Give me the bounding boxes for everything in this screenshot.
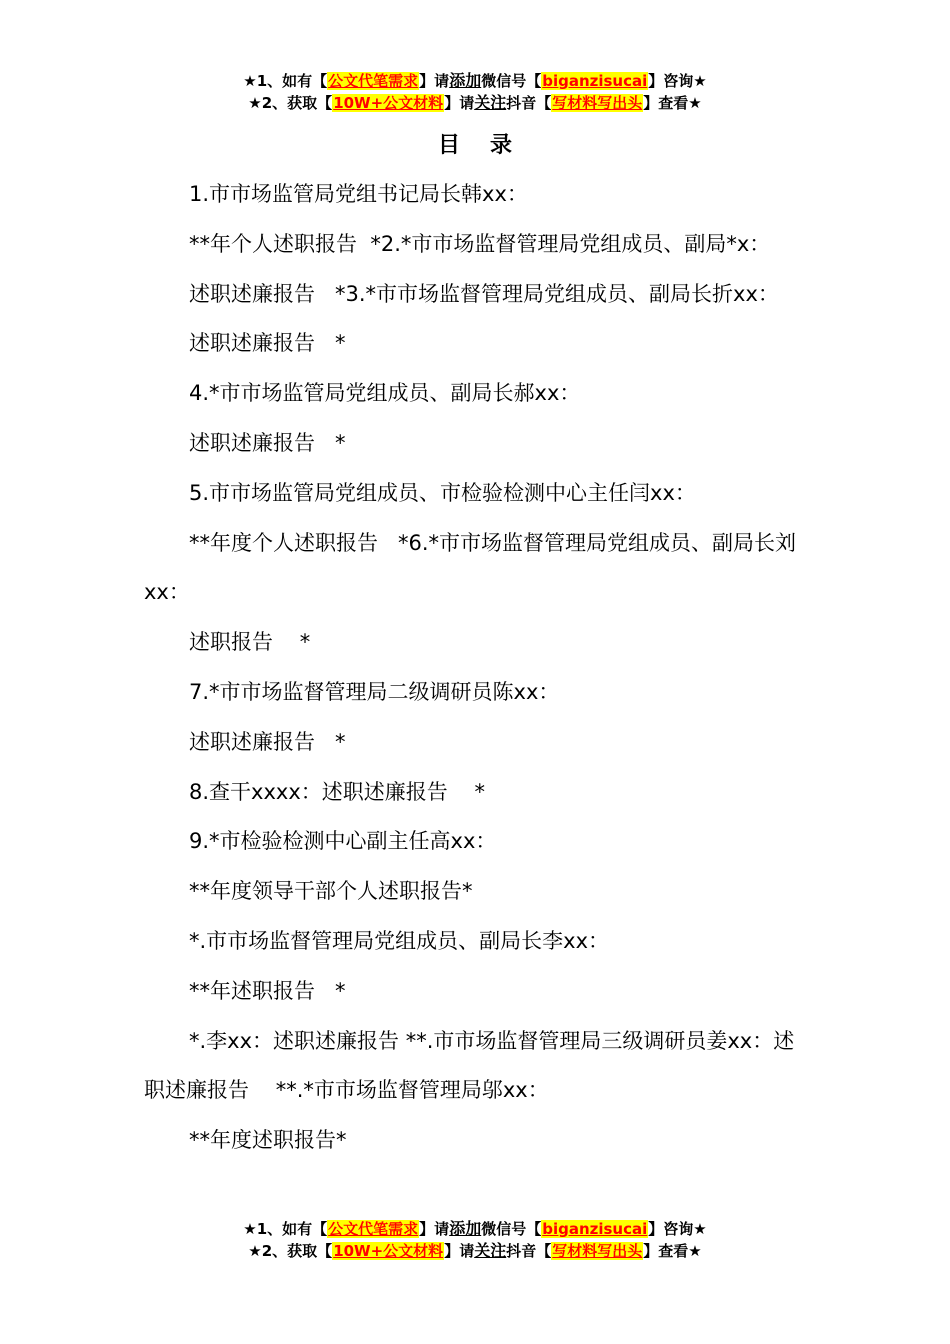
toc-entry: **年度领导干部个人述职报告* [189, 879, 473, 904]
toc-entry: 述职述廉报告 * [189, 729, 346, 754]
banner-line-2 [0, 1240, 950, 1262]
toc-entry: **年述职报告 * [189, 978, 346, 1003]
banner-highlight: 写材料写出头 [552, 1242, 643, 1260]
banner-text: 微信号【 [481, 72, 542, 90]
toc-entry: 7.*市市场监督管理局二级调研员陈xx： [189, 679, 560, 704]
toc-entry: **年度个人述职报告 *6.*市市场监督管理局党组成员、副局长刘xx： [144, 530, 797, 605]
header-banner [0, 70, 950, 114]
banner-line-1 [0, 1218, 950, 1240]
banner-underline: 关注 [474, 1241, 507, 1260]
banner-text: 抖音【 [506, 94, 552, 112]
banner-underline: 添加 [449, 71, 482, 90]
toc-entry: *.李xx：述职述廉报告 **.市市场监督管理局三级调研员姜xx：述职述廉报告 **.*市市场监督管理局邬xx： [144, 1028, 795, 1103]
banner-highlight: 公文代笔需求 [328, 1220, 419, 1238]
toc-entry: 1.市市场监管局党组书记局长韩xx： [189, 182, 528, 206]
banner-highlight: 10W+公文材料 [333, 94, 444, 112]
banner-line-1 [0, 70, 950, 92]
toc-entry: 述职述廉报告 * [189, 331, 346, 356]
banner-highlight: 10W+公文材料 [333, 1242, 444, 1260]
banner-text: 】咨询★ [648, 1220, 707, 1238]
banner-text: 抖音【 [506, 1242, 552, 1260]
banner-underline: 添加 [449, 1219, 482, 1238]
banner-line-2 [0, 92, 950, 114]
banner-text: 】查看★ [643, 1242, 702, 1260]
toc-entry: 5.市市场监管局党组成员、市检验检测中心主任闫xx： [189, 480, 696, 505]
toc-body [144, 170, 808, 1166]
banner-highlight: biganzisucai [542, 1220, 648, 1238]
banner-highlight: biganzisucai [542, 72, 648, 90]
banner-text: 】请 [444, 94, 475, 112]
toc-entry: **年个人述职报告 *2.*市市场监督管理局党组成员、副局*x： [189, 231, 771, 256]
toc-entry: 述职报告 * [189, 630, 311, 655]
banner-text: ★1、如有【 [243, 1220, 328, 1238]
banner-highlight: 写材料写出头 [552, 94, 643, 112]
banner-highlight: 公文代笔需求 [328, 72, 419, 90]
toc-entry: 述职述廉报告 *3.*市市场监督管理局党组成员、副局长折xx： [189, 281, 779, 306]
banner-text: 微信号【 [481, 1220, 542, 1238]
toc-entry: **年度述职报告* [189, 1128, 347, 1153]
footer-banner [0, 1218, 950, 1262]
banner-text: ★2、获取【 [248, 1242, 333, 1260]
toc-entry: 述职述廉报告 * [189, 430, 346, 455]
banner-text: 】请 [419, 1220, 450, 1238]
banner-text: 】请 [444, 1242, 475, 1260]
banner-text: 】咨询★ [648, 72, 707, 90]
toc-entry: 9.*市检验检测中心副主任高xx： [189, 829, 497, 854]
toc-title: 目录 [437, 133, 542, 158]
banner-text: ★1、如有【 [243, 72, 328, 90]
toc-entry: 8.查干xxxx：述职述廉报告 * [189, 779, 485, 804]
toc-entry: *.市市场监督管理局党组成员、副局长李xx： [189, 928, 610, 953]
banner-text: ★2、获取【 [248, 94, 333, 112]
banner-text: 】请 [419, 72, 450, 90]
banner-underline: 关注 [474, 93, 507, 112]
banner-text: 】查看★ [643, 94, 702, 112]
toc-entry: 4.*市市场监管局党组成员、副局长郝xx： [189, 381, 581, 406]
